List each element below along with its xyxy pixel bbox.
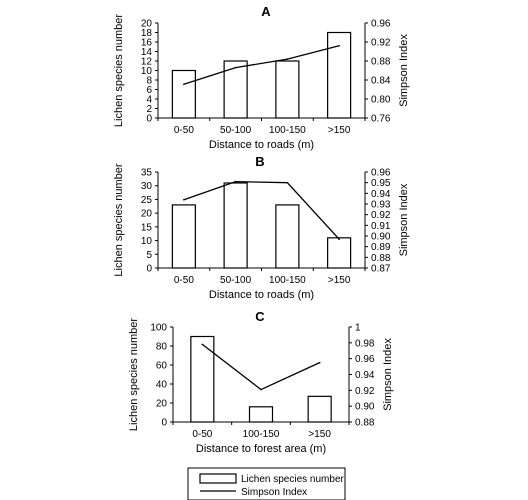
line-point xyxy=(183,83,185,85)
right-tick-label: 0.92 xyxy=(371,37,391,49)
x-tick-label: >150 xyxy=(327,275,351,286)
legend xyxy=(188,468,345,500)
right-tick-label: 0.87 xyxy=(371,263,391,275)
right-tick-label: 0.90 xyxy=(371,231,391,243)
panel-title: A xyxy=(261,4,271,19)
left-tick-label: 0 xyxy=(146,263,152,275)
left-tick-label: 5 xyxy=(146,249,152,261)
line-point xyxy=(319,362,321,364)
right-tick-label: 0.89 xyxy=(371,242,391,254)
right-axis-label: Simpson Index xyxy=(398,34,410,107)
right-tick-label: 0.88 xyxy=(371,252,391,264)
bar-mark xyxy=(276,61,299,118)
right-axis-label: Simpson Index xyxy=(398,183,410,257)
right-axis-label: Simpson Index xyxy=(382,338,394,411)
x-axis-label: Distance to forest area (m) xyxy=(195,443,327,455)
legend-label-line: Simpson Index xyxy=(241,487,308,498)
left-tick-label: 15 xyxy=(140,222,152,234)
x-tick-label: 50-100 xyxy=(220,275,252,286)
left-tick-label: 2 xyxy=(146,104,152,115)
x-tick-label: >150 xyxy=(308,429,331,440)
left-tick-label: 12 xyxy=(140,56,152,68)
chart-panel-B xyxy=(113,154,410,301)
right-tick-label: 0.90 xyxy=(355,401,375,413)
bar-mark xyxy=(276,205,299,268)
left-tick-label: 18 xyxy=(140,28,152,39)
legend-label-bars: Lichen species number xyxy=(241,474,344,485)
x-tick-label: 50-100 xyxy=(220,125,252,136)
left-tick-label: 80 xyxy=(155,341,167,353)
right-tick-label: 0.96 xyxy=(371,18,391,30)
left-tick-label: 0 xyxy=(161,417,167,429)
legend-bar-swatch xyxy=(200,474,236,483)
bar-mark xyxy=(172,205,195,268)
left-tick-label: 60 xyxy=(155,360,167,372)
right-tick-label: 0.88 xyxy=(371,56,391,68)
left-tick-label: 10 xyxy=(140,236,152,248)
left-tick-label: 30 xyxy=(140,181,152,193)
right-tick-label: 0.94 xyxy=(355,370,375,381)
x-tick-label: 0-50 xyxy=(192,429,213,440)
left-tick-label: 0 xyxy=(146,113,152,125)
right-tick-label: 0.91 xyxy=(371,220,391,232)
right-tick-label: 0.88 xyxy=(355,417,375,429)
x-tick-label: 0-50 xyxy=(173,275,194,286)
simpson-index-line xyxy=(202,344,319,389)
x-tick-label: 100-150 xyxy=(269,125,306,136)
line-point xyxy=(287,182,289,184)
simpson-index-line xyxy=(184,46,339,84)
right-tick-label: 0.76 xyxy=(371,113,391,125)
simpson-index-line xyxy=(184,182,339,240)
right-tick-label: 0.92 xyxy=(355,385,375,397)
right-tick-label: 0.84 xyxy=(371,75,391,87)
chart-panel-C xyxy=(128,309,394,455)
line-point xyxy=(235,67,237,69)
line-point xyxy=(287,58,289,60)
right-tick-label: 0.96 xyxy=(355,354,375,366)
bar-mark xyxy=(191,337,214,423)
bar-mark xyxy=(172,71,195,119)
chart-panel-A xyxy=(113,4,410,151)
x-axis-label: Distance to roads (m) xyxy=(208,289,315,301)
left-tick-label: 14 xyxy=(140,47,152,58)
right-tick-label: 0.93 xyxy=(371,199,391,211)
line-point xyxy=(338,45,340,47)
bar-mark xyxy=(328,238,351,268)
x-tick-label: 0-50 xyxy=(173,125,194,136)
left-tick-label: 8 xyxy=(146,75,152,87)
left-tick-label: 35 xyxy=(140,167,152,179)
line-point xyxy=(183,199,185,201)
left-tick-label: 20 xyxy=(140,18,152,30)
left-tick-label: 25 xyxy=(140,194,152,206)
x-tick-label: >150 xyxy=(327,125,351,136)
right-tick-label: 0.92 xyxy=(371,210,391,222)
left-tick-label: 6 xyxy=(146,85,152,96)
left-tick-label: 16 xyxy=(140,37,152,49)
left-tick-label: 20 xyxy=(155,398,167,410)
left-tick-label: 20 xyxy=(140,208,152,220)
panel-title: B xyxy=(255,154,265,169)
x-tick-label: 100-150 xyxy=(269,275,306,286)
left-tick-label: 40 xyxy=(155,379,167,391)
left-axis-label: Lichen species number xyxy=(113,13,125,128)
line-point xyxy=(338,238,340,240)
panel-title: C xyxy=(255,309,265,324)
right-tick-label: 0.98 xyxy=(355,338,375,350)
right-tick-label: 0.96 xyxy=(371,167,391,179)
line-point xyxy=(260,389,262,391)
left-tick-label: 4 xyxy=(146,94,152,106)
x-tick-label: 100-150 xyxy=(242,429,280,440)
bar-mark xyxy=(224,61,247,118)
bar-mark xyxy=(224,183,247,268)
bar-mark xyxy=(250,407,273,422)
x-axis-label: Distance to roads (m) xyxy=(208,139,315,151)
left-tick-label: 100 xyxy=(150,322,167,334)
right-tick-label: 0.80 xyxy=(371,94,391,106)
right-tick-label: 0.95 xyxy=(371,178,391,190)
line-point xyxy=(202,344,204,346)
left-tick-label: 10 xyxy=(140,66,152,77)
right-tick-label: 0.94 xyxy=(371,188,391,200)
left-axis-label: Lichen species number xyxy=(128,317,140,432)
line-point xyxy=(235,181,237,183)
bar-mark xyxy=(308,396,331,422)
left-axis-label: Lichen species number xyxy=(113,163,125,277)
right-tick-label: 1 xyxy=(355,322,361,334)
